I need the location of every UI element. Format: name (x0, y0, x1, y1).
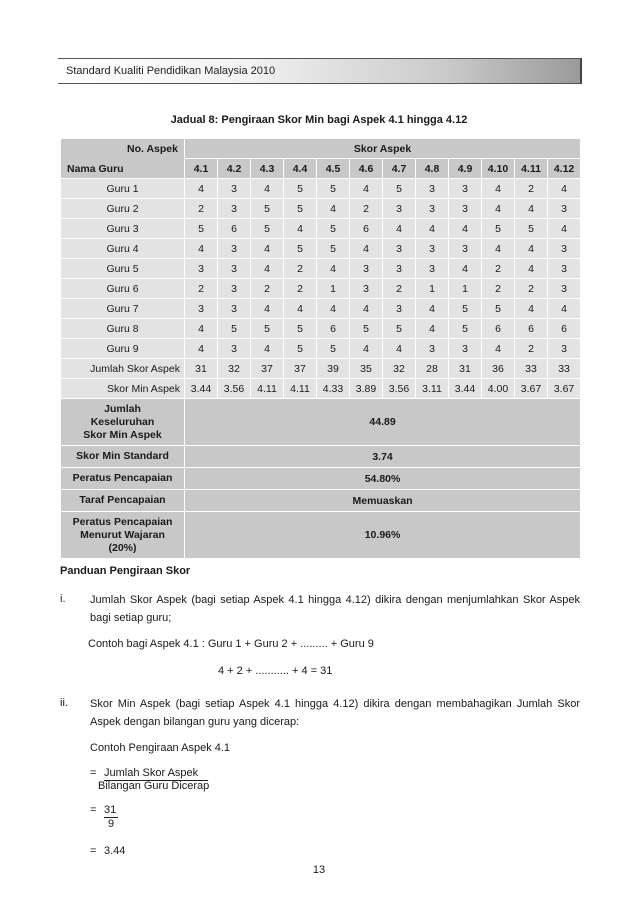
score-cell: 4 (515, 199, 548, 219)
score-cell: 37 (284, 359, 317, 379)
score-cell: 3.89 (350, 379, 383, 399)
score-cell: 6 (317, 319, 350, 339)
score-cell: 3.44 (449, 379, 482, 399)
score-cell: 1 (449, 279, 482, 299)
score-cell: 4 (185, 179, 218, 199)
guide-title: Panduan Pengiraan Skor (60, 565, 191, 577)
row-label: Guru 5 (61, 259, 185, 279)
score-cell: 6 (482, 319, 515, 339)
score-cell: 2 (515, 179, 548, 199)
row-label: Jumlah Skor Aspek (61, 359, 185, 379)
score-cell: 4 (185, 319, 218, 339)
column-header-4-4: 4.4 (284, 159, 317, 179)
score-cell: 3 (383, 199, 416, 219)
score-cell: 2 (185, 199, 218, 219)
score-cell: 4.11 (284, 379, 317, 399)
table-row (61, 199, 581, 219)
fraction-1-denominator: Bilangan Guru Dicerap (98, 780, 210, 792)
equals-sign-3: = (90, 845, 97, 857)
column-header-4-5: 4.5 (317, 159, 350, 179)
score-cell: 3 (350, 279, 383, 299)
score-cell: 5 (317, 219, 350, 239)
summary-value: 54.80% (185, 468, 581, 490)
table-corner-cell (61, 139, 185, 179)
fraction-1-numerator: Jumlah Skor Aspek (104, 767, 208, 779)
score-cell: 4 (449, 219, 482, 239)
row-label: Guru 9 (61, 339, 185, 359)
score-cell: 5 (515, 219, 548, 239)
equals-sign-2: = (90, 804, 97, 816)
score-cell: 3 (548, 279, 581, 299)
score-cell: 4 (317, 199, 350, 219)
summary-label: Jumlah Keseluruhan Skor Min Aspek (61, 399, 185, 446)
summary-row (61, 468, 581, 490)
score-cell: 3 (548, 199, 581, 219)
example-1-calc: 4 + 2 + ........... + 4 = 31 (218, 665, 333, 677)
score-cell: 3.44 (185, 379, 218, 399)
equals-sign-1: = (90, 767, 97, 779)
column-header-4-8: 4.8 (416, 159, 449, 179)
table-title: Jadual 8: Pengiraan Skor Min bagi Aspek 4.1 hingga 4.12 (170, 114, 468, 126)
score-cell: 5 (317, 239, 350, 259)
score-cell: 4 (350, 299, 383, 319)
column-header-4-11: 4.11 (515, 159, 548, 179)
table-row (61, 259, 581, 279)
score-cell: 3 (350, 259, 383, 279)
score-cell: 3 (383, 239, 416, 259)
score-cell: 2 (284, 279, 317, 299)
table-row (61, 219, 581, 239)
table-row (61, 339, 581, 359)
score-cell: 5 (218, 319, 251, 339)
summary-label: Taraf Pencapaian (61, 490, 185, 512)
row-label: Guru 4 (61, 239, 185, 259)
table-row (61, 179, 581, 199)
score-cell: 5 (284, 339, 317, 359)
score-cell: 4 (482, 179, 515, 199)
example-1: Contoh bagi Aspek 4.1 : Guru 1 + Guru 2 + ......... + Guru 9 (88, 638, 374, 650)
corner-no-aspek: No. Aspek (127, 143, 178, 155)
score-cell: 4 (350, 239, 383, 259)
skor-min-row (61, 379, 581, 399)
score-cell: 5 (350, 319, 383, 339)
guide-item-2-number: ii. (60, 697, 68, 709)
score-cell: 4 (482, 199, 515, 219)
score-cell: 33 (515, 359, 548, 379)
score-cell: 3 (449, 179, 482, 199)
score-cell: 5 (284, 199, 317, 219)
example-2-title: Contoh Pengiraan Aspek 4.1 (90, 742, 231, 754)
row-label: Skor Min Aspek (61, 379, 185, 399)
table-row (61, 239, 581, 259)
score-cell: 28 (416, 359, 449, 379)
score-cell: 2 (515, 279, 548, 299)
summary-label: Peratus Pencapaian (61, 468, 185, 490)
score-cell: 32 (383, 359, 416, 379)
score-cell: 3.56 (218, 379, 251, 399)
score-cell: 3 (416, 259, 449, 279)
score-cell: 4 (251, 259, 284, 279)
table-row (61, 279, 581, 299)
summary-value: Memuaskan (185, 490, 581, 512)
column-header-4-6: 4.6 (350, 159, 383, 179)
score-cell: 3 (416, 339, 449, 359)
score-cell: 3 (218, 199, 251, 219)
score-cell: 4 (284, 299, 317, 319)
score-cell: 3 (218, 339, 251, 359)
score-cell: 6 (515, 319, 548, 339)
score-cell: 2 (284, 259, 317, 279)
score-table (60, 138, 581, 559)
score-cell: 5 (317, 339, 350, 359)
row-label: Guru 7 (61, 299, 185, 319)
score-cell: 32 (218, 359, 251, 379)
score-cell: 4 (251, 179, 284, 199)
header-title: Standard Kualiti Pendidikan Malaysia 2010 (66, 65, 276, 77)
score-cell: 4.33 (317, 379, 350, 399)
score-cell: 3 (548, 339, 581, 359)
score-cell: 4 (515, 239, 548, 259)
score-cell: 4.11 (251, 379, 284, 399)
score-cell: 3.67 (548, 379, 581, 399)
score-cell: 4 (515, 299, 548, 319)
score-cell: 3 (218, 179, 251, 199)
column-header-4-9: 4.9 (449, 159, 482, 179)
score-cell: 5 (284, 179, 317, 199)
score-cell: 1 (317, 279, 350, 299)
score-cell: 4 (251, 339, 284, 359)
score-cell: 6 (218, 219, 251, 239)
table-row (61, 319, 581, 339)
score-cell: 4 (284, 219, 317, 239)
score-cell: 4 (548, 299, 581, 319)
row-label: Guru 6 (61, 279, 185, 299)
score-cell: 3 (416, 179, 449, 199)
score-cell: 3 (218, 279, 251, 299)
score-cell: 3 (449, 199, 482, 219)
summary-row (61, 512, 581, 559)
score-cell: 3 (218, 259, 251, 279)
score-cell: 4 (515, 259, 548, 279)
column-header-4-7: 4.7 (383, 159, 416, 179)
skor-aspek-header: Skor Aspek (185, 139, 581, 159)
score-cell: 4 (383, 339, 416, 359)
score-cell: 5 (482, 299, 515, 319)
guide-item-2-text: Skor Min Aspek (bagi setiap Aspek 4.1 hingga 4.12) dikira dengan membahagikan Jumlah Skor Aspek dengan bilangan guru yang dicerap: (90, 698, 580, 728)
score-cell: 3 (383, 259, 416, 279)
score-cell: 2 (383, 279, 416, 299)
column-header-4-12: 4.12 (548, 159, 581, 179)
fraction-2-numerator: 31 (104, 804, 117, 816)
summary-value: 3.74 (185, 446, 581, 468)
score-cell: 5 (185, 219, 218, 239)
row-label: Guru 8 (61, 319, 185, 339)
score-cell: 2 (251, 279, 284, 299)
score-cell: 4 (548, 219, 581, 239)
score-cell: 3 (185, 259, 218, 279)
score-cell: 4 (317, 299, 350, 319)
score-cell: 31 (449, 359, 482, 379)
score-cell: 6 (548, 319, 581, 339)
score-cell: 3 (548, 259, 581, 279)
score-cell: 4 (482, 239, 515, 259)
score-cell: 5 (251, 199, 284, 219)
score-cell: 35 (350, 359, 383, 379)
score-cell: 31 (185, 359, 218, 379)
score-cell: 2 (185, 279, 218, 299)
score-cell: 4 (482, 339, 515, 359)
summary-label: Skor Min Standard (61, 446, 185, 468)
score-cell: 4 (416, 219, 449, 239)
score-cell: 36 (482, 359, 515, 379)
score-cell: 5 (284, 319, 317, 339)
score-cell: 2 (350, 199, 383, 219)
summary-value: 44.89 (185, 399, 581, 446)
score-cell: 3.56 (383, 379, 416, 399)
column-header-4-2: 4.2 (218, 159, 251, 179)
score-cell: 1 (416, 279, 449, 299)
score-cell: 5 (383, 319, 416, 339)
score-cell: 2 (482, 259, 515, 279)
score-cell: 33 (548, 359, 581, 379)
score-cell: 4 (185, 339, 218, 359)
summary-row (61, 490, 581, 512)
score-cell: 3.67 (515, 379, 548, 399)
score-cell: 3 (416, 199, 449, 219)
guide-item-1-number: i. (60, 593, 66, 605)
result-value: 3.44 (104, 845, 126, 857)
summary-value: 10.96% (185, 512, 581, 559)
score-cell: 5 (251, 319, 284, 339)
score-cell: 2 (482, 279, 515, 299)
score-cell: 3 (548, 239, 581, 259)
score-cell: 4 (449, 259, 482, 279)
column-header-4-3: 4.3 (251, 159, 284, 179)
score-cell: 6 (350, 219, 383, 239)
score-cell: 4 (383, 219, 416, 239)
score-cell: 5 (317, 179, 350, 199)
score-cell: 4.00 (482, 379, 515, 399)
summary-row (61, 399, 581, 446)
column-header-4-10: 4.10 (482, 159, 515, 179)
score-cell: 5 (482, 219, 515, 239)
summary-label: Peratus Pencapaian Menurut Wajaran (20%) (61, 512, 185, 559)
score-cell: 4 (317, 259, 350, 279)
score-cell: 37 (251, 359, 284, 379)
column-header-4-1: 4.1 (185, 159, 218, 179)
score-cell: 5 (251, 219, 284, 239)
score-cell: 3 (449, 339, 482, 359)
score-cell: 4 (350, 179, 383, 199)
row-label: Guru 2 (61, 199, 185, 219)
score-cell: 4 (548, 179, 581, 199)
score-cell: 4 (251, 299, 284, 319)
score-cell: 4 (251, 239, 284, 259)
score-cell: 4 (350, 339, 383, 359)
score-cell: 4 (185, 239, 218, 259)
fraction-2-denominator: 9 (108, 818, 115, 830)
table-row (61, 299, 581, 319)
summary-row (61, 446, 581, 468)
running-header (58, 58, 582, 84)
score-cell: 5 (449, 319, 482, 339)
guide-item-1-text: Jumlah Skor Aspek (bagi setiap Aspek 4.1 hingga 4.12) dikira dengan menjumlahkan Skor Aspek bagi setiap guru; (90, 594, 580, 624)
score-cell: 3 (416, 239, 449, 259)
score-cell: 5 (449, 299, 482, 319)
score-cell: 3 (383, 299, 416, 319)
score-cell: 2 (515, 339, 548, 359)
score-cell: 3 (218, 239, 251, 259)
corner-nama-guru: Nama Guru (67, 163, 124, 175)
score-cell: 3.11 (416, 379, 449, 399)
score-cell: 39 (317, 359, 350, 379)
jumlah-skor-row (61, 359, 581, 379)
score-cell: 5 (383, 179, 416, 199)
score-cell: 4 (416, 299, 449, 319)
score-cell: 4 (416, 319, 449, 339)
score-cell: 3 (218, 299, 251, 319)
row-label: Guru 1 (61, 179, 185, 199)
score-cell: 3 (449, 239, 482, 259)
score-cell: 3 (185, 299, 218, 319)
row-label: Guru 3 (61, 219, 185, 239)
page-number: 13 (312, 864, 326, 876)
score-cell: 5 (284, 239, 317, 259)
